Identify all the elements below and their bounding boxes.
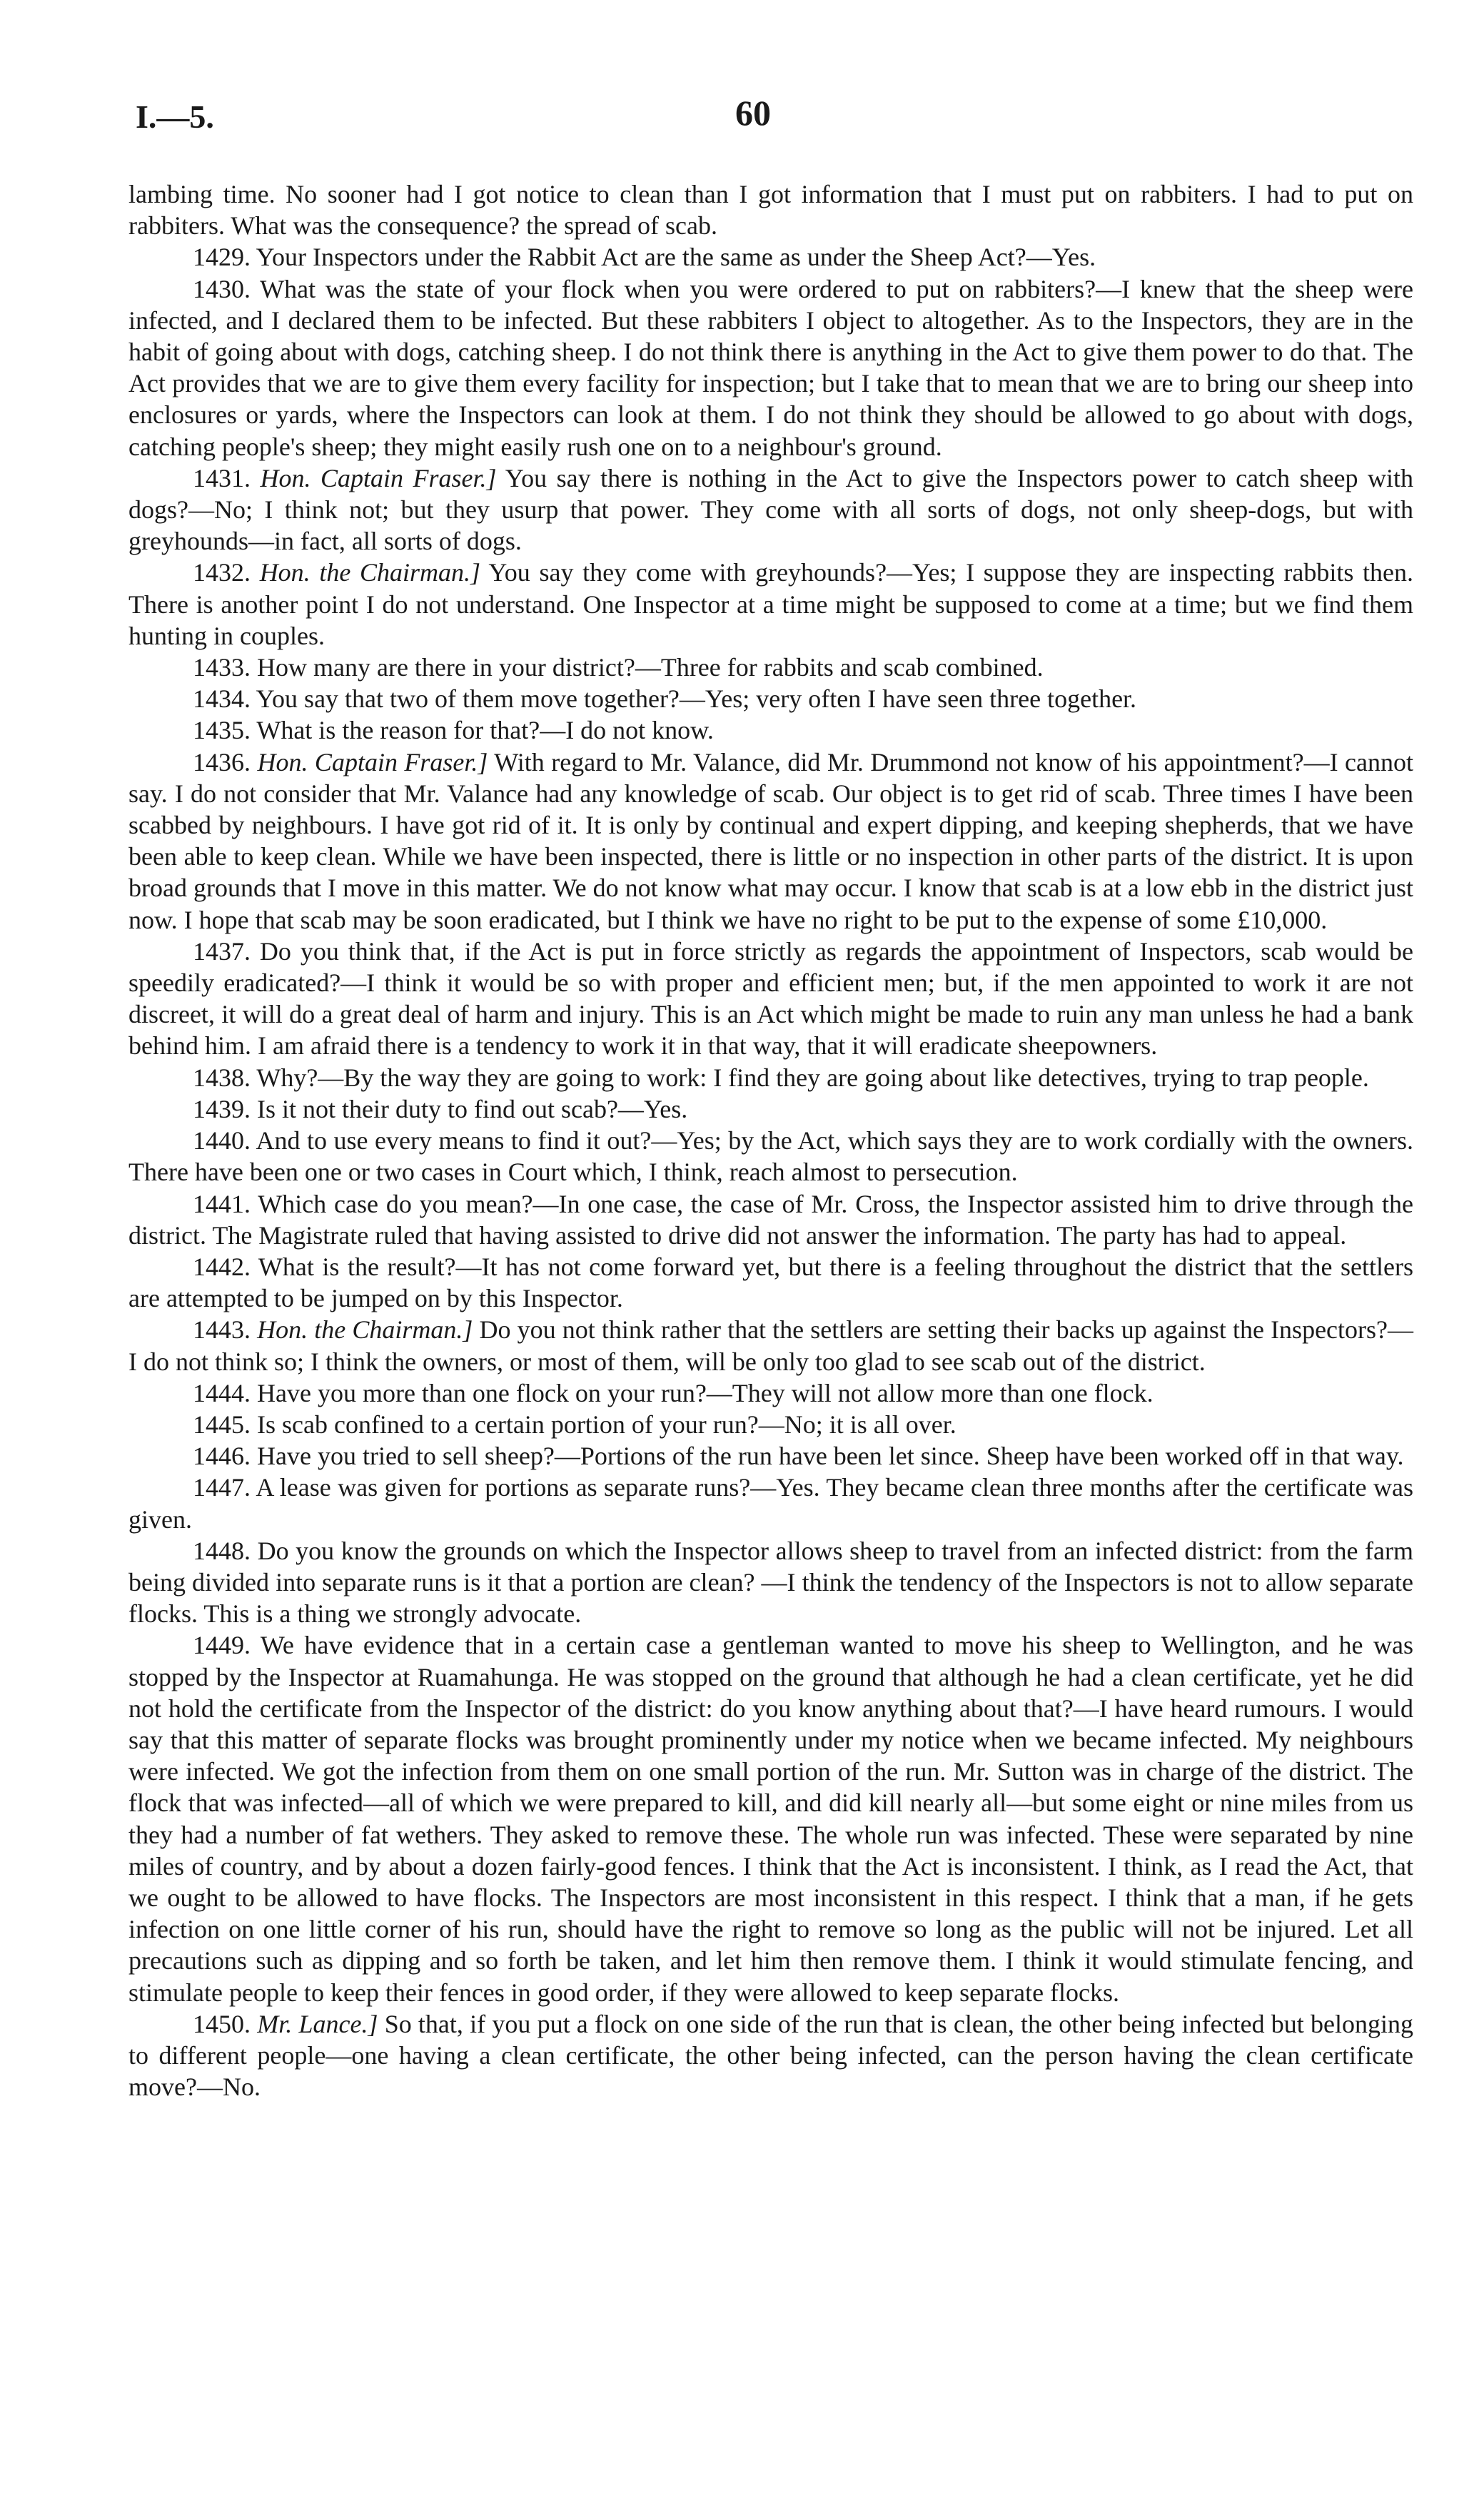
paragraph-1431 [128, 462, 1413, 557]
paragraph-1439 [128, 1093, 1413, 1125]
paragraph-text: 1438. Why?—By the way they are going to work: I find they are going about like detectives, trying to trap people. [193, 1063, 1369, 1092]
paragraph-1429 [128, 241, 1413, 273]
paragraph-text: 1441. Which case do you mean?—In one case, the case of Mr. Cross, the Inspector assisted him to drive through the district. The Magistrate ruled that having assisted to drive did not answer the information. The party has had to appeal. [128, 1189, 1413, 1250]
question-number: 1443. [193, 1315, 251, 1345]
document-body [128, 178, 1413, 2102]
paragraph-1442 [128, 1251, 1413, 1314]
paragraph-1444 [128, 1377, 1413, 1409]
page-number: 60 [735, 93, 771, 133]
paragraph-1437 [128, 936, 1413, 1062]
paragraph-1434 [128, 683, 1413, 714]
question-number: 1431. [193, 463, 251, 492]
paragraph-1447 [128, 1472, 1413, 1534]
document-reference: I.—5. [136, 98, 214, 135]
speaker-name: Hon. the Chairman.] [259, 558, 481, 587]
paragraph-text: With regard to Mr. Valance, did Mr. Drummond not know of his appointment?—I cannot say. I do not consider that Mr. Valance had any knowledge of scab. Our object is to get rid of scab. Three times I have been scabbed by neighbours. I have got rid of it. It is only by continual and expert dipping, and keeping shepherds, that we have been able to keep clean. While we have been inspected, there is little or no inspection in other parts of the district. It is upon broad grounds that I move in this matter. We do not know what may occur. I know that scab is at a low ebb in the district just now. I hope that scab may be soon eradicated, but I think we have no right to be put to the expense of some £10,000. [128, 747, 1414, 934]
page-header [128, 93, 1413, 178]
paragraph-1449 [128, 1629, 1413, 2008]
paragraph-1438 [128, 1062, 1413, 1093]
paragraph-text: 1447. A lease was given for portions as separate runs?—Yes. They became clean three months after the certificate was given. [128, 1473, 1413, 1534]
paragraph-text: Do you not think rather that the settlers are setting their backs up against the Inspectors?—I do not think so; I think the owners, or most of them, will be only too glad to see scab out of the district. [128, 1315, 1414, 1376]
paragraph-1443 [128, 1314, 1413, 1377]
question-number: 1450. [193, 2009, 251, 2038]
paragraph-text: 1444. Have you more than one flock on your run?—They will not allow more than one flock. [193, 1378, 1154, 1407]
paragraph-1446 [128, 1440, 1413, 1472]
paragraph-text: 1445. Is scab confined to a certain portion of your run?—No; it is all over. [193, 1410, 956, 1439]
paragraph-1440 [128, 1125, 1413, 1188]
paragraph-continuation [128, 178, 1413, 241]
paragraph-text: 1448. Do you know the grounds on which the Inspector allows sheep to travel from an infected district: from the farm being divided into separate runs is it that a portion are clean? —I think the tendency of the Inspectors is not to allow separate flocks. This is a thing we strongly advocate. [128, 1536, 1413, 1629]
paragraph-1441 [128, 1188, 1413, 1251]
paragraph-text: 1442. What is the result?—It has not come forward yet, but there is a feeling throughout the district that the settlers are attempted to be jumped on by this Inspector. [128, 1252, 1413, 1313]
paragraph-text: lambing time. No sooner had I got notice to clean than I got information that I must put on rabbiters. I had to put on rabbiters. What was the consequence? the spread of scab. [128, 180, 1413, 241]
paragraph-text: 1434. You say that two of them move together?—Yes; very often I have seen three together. [193, 684, 1137, 714]
paragraph-1435 [128, 714, 1413, 746]
paragraph-text: You say they come with greyhounds?—Yes; I suppose they are inspecting rabbits then. There is another point I do not understand. One Inspector at a time might be supposed to come at a time; but we find them hunting in couples. [128, 558, 1413, 650]
paragraph-text: You say there is nothing in the Act to give the Inspectors power to catch sheep with dogs?—No; I think not; but they usurp that power. They come with all sorts of dogs, not only sheep-dogs, but with greyhounds—in fact, all sorts of dogs. [128, 463, 1414, 556]
paragraph-text: So that, if you put a flock on one side of the run that is clean, the other being infected but belonging to different people—one having a clean certificate, the other being infected, can the person having the clean certificate move?—No. [128, 2009, 1414, 2102]
paragraph-text: 1439. Is it not their duty to find out scab?—Yes. [193, 1094, 688, 1123]
paragraph-1445 [128, 1409, 1413, 1440]
paragraph-1433 [128, 652, 1413, 683]
paragraph-text: 1440. And to use every means to find it out?—Yes; by the Act, which says they are to work cordially with the owners. There have been one or two cases in Court which, I think, reach almost to persecution. [128, 1126, 1413, 1187]
speaker-name: Hon. Captain Fraser.] [257, 747, 488, 776]
paragraph-1430 [128, 273, 1413, 462]
paragraph-1436 [128, 747, 1413, 936]
paragraph-1450 [128, 2008, 1413, 2103]
speaker-name: Mr. Lance.] [257, 2009, 378, 2038]
paragraph-1448 [128, 1535, 1413, 1630]
paragraph-1432 [128, 557, 1413, 652]
paragraph-text: 1435. What is the reason for that?—I do not know. [193, 716, 714, 745]
paragraph-text: 1433. How many are there in your district?—Three for rabbits and scab combined. [193, 653, 1044, 682]
question-number: 1432. [193, 558, 251, 587]
paragraph-text: 1449. We have evidence that in a certain case a gentleman wanted to move his sheep to Wellington, and he was stopped by the Inspector at Ruamahunga. He was stopped on the ground that although he had a clean certificate, yet he did not hold the certificate from the Inspector of the district: do you know anything about that?—I have heard rumours. I would say that this matter of separate flocks was brought prominently under my notice when we became infected. My neighbours were infected. We got the infection from them on one small portion of the run. Mr. Sutton was in charge of the district. The flock that was infected—all of which we were prepared to kill, and did kill nearly all—but some eight or nine miles from us they had a number of fat wethers. They asked to remove these. The whole run was infected. These were separated by nine miles of country, and by about a dozen fairly-good fences. I think that the Act is inconsistent. I think, as I read the Act, that we ought to be allowed to have flocks. The Inspectors are most inconsistent in this respect. I think that a man, if he gets infection on one little corner of his run, should have the right to remove so long as the public will not be injured. Let all precautions such as dipping and so forth be taken, and let him then remove them. I think it would stimulate fencing, and stimulate people to keep their fences in good order, if they were allowed to keep separate flocks. [128, 1631, 1413, 2007]
paragraph-text: 1437. Do you think that, if the Act is put in force strictly as regards the appointment of Inspectors, scab would be speedily eradicated?—I think it would be so with proper and efficient men; but, if the men appointed to work it are not discreet, it will do a great deal of harm and injury. This is an Act which might be made to ruin any man unless he had a bank behind him. I am afraid there is a tendency to work it in that way, that it will eradicate sheepowners. [128, 936, 1413, 1061]
paragraph-text: 1429. Your Inspectors under the Rabbit Act are the same as under the Sheep Act?—Yes. [193, 243, 1096, 272]
paragraph-text: 1430. What was the state of your flock when you were ordered to put on rabbiters?—I knew that the sheep were infected, and I declared them to be infected. But these rabbiters I object to altogether. As to the Inspectors, they are in the habit of going about with dogs, catching sheep. I do not think there is anything in the Act to give them power to do that. The Act provides that we are to give them every facility for inspection; but I take that to mean that we are to bring our sheep into enclosures or yards, where the Inspectors can look at them. I do not think they should be allowed to go about with dogs, catching people's sheep; they might easily rush one on to a neighbour's ground. [128, 274, 1413, 461]
question-number: 1436. [193, 747, 251, 776]
paragraph-text: 1446. Have you tried to sell sheep?—Portions of the run have been let since. Sheep have been worked off in that way. [193, 1442, 1404, 1471]
speaker-name: Hon. the Chairman.] [257, 1315, 473, 1345]
speaker-name: Hon. Captain Fraser.] [260, 463, 497, 492]
document-page [128, 93, 1413, 2102]
